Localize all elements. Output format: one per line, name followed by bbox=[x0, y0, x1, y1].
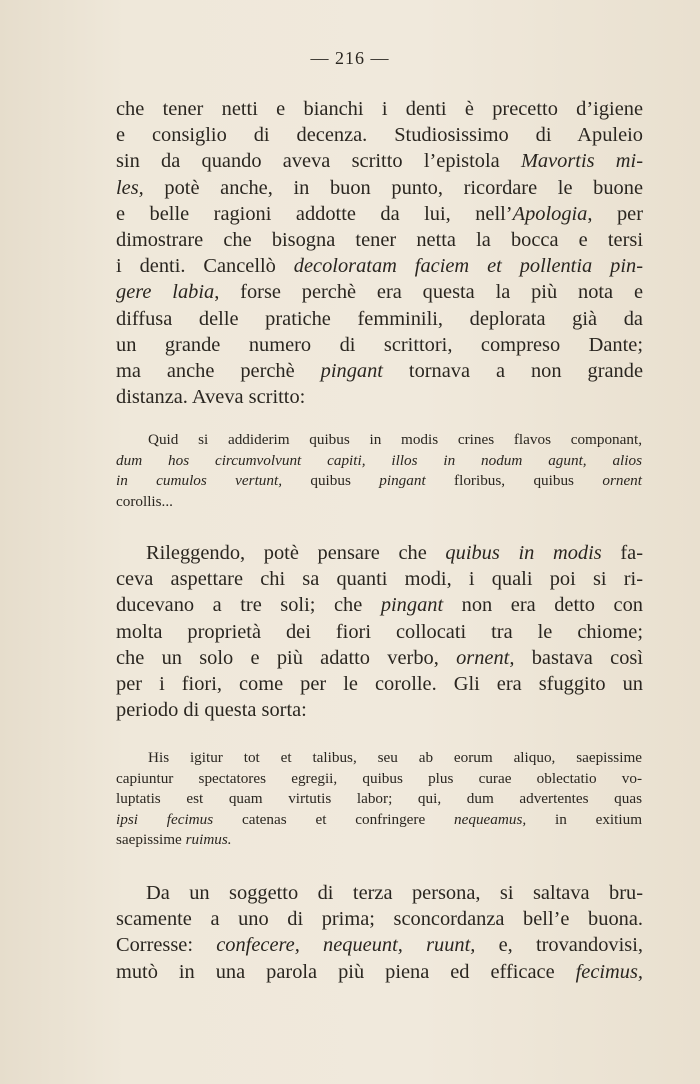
text-run: e belle ragioni addotte da lui, nell’ bbox=[116, 202, 513, 225]
italic-text: dum hos circumvolvunt capiti, illos in nodum agunt, alios bbox=[116, 451, 642, 469]
text-run: in exitium bbox=[526, 810, 643, 828]
italic-text: fecimus, bbox=[575, 960, 643, 983]
text-run: periodo di questa sorta: bbox=[116, 699, 307, 722]
text-line bbox=[116, 697, 643, 723]
text-line bbox=[116, 748, 642, 769]
text-run: scamente a uno di prima; sconcordanza bell’e buona. bbox=[116, 908, 643, 931]
text-run: quibus bbox=[282, 472, 380, 489]
text-run: sin da quando aveva scritto l’epistola bbox=[116, 150, 521, 173]
italic-text: ornent bbox=[602, 472, 642, 489]
text-run: e consiglio di decenza. Studiosissimo di Apuleio bbox=[116, 124, 643, 147]
text-run: bastava così bbox=[514, 646, 643, 669]
text-line bbox=[116, 906, 643, 932]
italic-text: ruimus. bbox=[185, 831, 232, 848]
italic-text: gere labia bbox=[116, 281, 215, 304]
text-run: , per bbox=[587, 202, 643, 225]
text-line bbox=[116, 96, 643, 122]
text-run: , forse perchè era questa la più nota e bbox=[214, 281, 643, 304]
italic-text: pingant bbox=[320, 360, 383, 383]
text-run: dimostrare che bisogna tener netta la bocca e tersi bbox=[116, 229, 643, 252]
italic-text: confecere, nequeunt, ruunt, bbox=[216, 934, 476, 957]
text-line bbox=[116, 430, 642, 451]
text-run: Rileggendo, potè pensare che bbox=[146, 542, 446, 564]
text-line bbox=[116, 932, 643, 958]
text-run: Quid si addiderim quibus in modis crines flavos componant, bbox=[148, 431, 642, 448]
text-run: distanza. Aveva scritto: bbox=[116, 386, 306, 409]
italic-text: in cumulos vertunt, bbox=[116, 472, 282, 489]
text-line bbox=[116, 332, 643, 358]
text-run: His igitur tot et talibus, seu ab eorum aliquo, saepissime bbox=[148, 749, 642, 766]
italic-text: les, bbox=[116, 176, 144, 199]
text-run: un grande numero di scrittori, compreso Dante; bbox=[116, 333, 643, 356]
paragraph-1 bbox=[116, 96, 643, 410]
text-line bbox=[116, 471, 642, 492]
text-run: capiuntur spectatores egregii, quibus plus curae oblectatio vo- bbox=[116, 769, 642, 787]
text-line bbox=[116, 451, 642, 472]
text-line bbox=[116, 959, 643, 985]
text-run: fa- bbox=[601, 542, 643, 564]
text-line bbox=[116, 148, 643, 174]
latin-quote-2 bbox=[116, 748, 642, 851]
italic-text: Mavortis mi- bbox=[520, 150, 643, 173]
paragraph-2 bbox=[116, 540, 643, 723]
text-run: ma anche perchè bbox=[116, 360, 321, 383]
page-number: — 216 — bbox=[310, 48, 390, 68]
text-line bbox=[116, 645, 643, 671]
italic-text: Apologia bbox=[512, 202, 588, 225]
text-run: che un solo e più adatto verbo, bbox=[116, 646, 457, 669]
text-run: Corresse: bbox=[116, 934, 217, 957]
italic-text: nequeamus, bbox=[454, 810, 527, 828]
italic-text: pingant bbox=[380, 594, 444, 617]
text-run: catenas et confringere bbox=[213, 810, 455, 828]
text-line bbox=[116, 306, 643, 332]
text-line bbox=[116, 384, 643, 410]
text-line bbox=[116, 880, 643, 906]
italic-text: quibus in modis bbox=[445, 542, 602, 564]
text-run: floribus, quibus bbox=[425, 472, 603, 489]
italic-text: ornent, bbox=[456, 646, 515, 669]
text-run: mutò in una parola più piena ed efficace bbox=[116, 960, 576, 983]
text-run: e, trovandovisi, bbox=[475, 934, 643, 957]
text-line bbox=[116, 789, 642, 810]
text-run: corollis... bbox=[116, 492, 173, 510]
text-line bbox=[116, 619, 643, 645]
text-line bbox=[116, 358, 643, 384]
text-run: potè anche, in buon punto, ricordare le buone bbox=[143, 176, 643, 199]
text-line bbox=[116, 810, 642, 831]
text-line bbox=[116, 122, 643, 148]
text-run: ceva aspettare chi sa quanti modi, i quali poi si ri- bbox=[116, 568, 643, 591]
latin-quote-1 bbox=[116, 430, 642, 512]
text-line bbox=[116, 279, 643, 305]
text-line bbox=[116, 492, 642, 513]
italic-text: pingant bbox=[379, 472, 426, 489]
text-run: tornava a non grande bbox=[382, 360, 644, 383]
text-line bbox=[116, 769, 642, 790]
text-run: diffusa delle pratiche femminili, deplorata già da bbox=[116, 307, 643, 330]
text-run: Da un soggetto di terza persona, si saltava bru- bbox=[146, 882, 643, 904]
text-line bbox=[116, 201, 643, 227]
text-line bbox=[116, 592, 643, 618]
text-run: non era detto con bbox=[443, 594, 643, 617]
paragraph-3 bbox=[116, 880, 643, 985]
text-line bbox=[116, 566, 643, 592]
text-run: ducevano a tre soli; che bbox=[116, 594, 381, 617]
text-run: saepissime bbox=[116, 831, 186, 848]
text-run: i denti. Cancellò bbox=[116, 255, 294, 278]
text-line bbox=[116, 227, 643, 253]
text-line bbox=[116, 175, 643, 201]
italic-text: decoloratam faciem et pollentia pin- bbox=[293, 255, 643, 278]
text-run: per i fiori, come per le corolle. Gli era sfuggito un bbox=[116, 673, 643, 696]
text-line bbox=[116, 253, 643, 279]
text-run: che tener netti e bianchi i denti è precetto d’igiene bbox=[116, 98, 643, 120]
text-line bbox=[116, 671, 643, 697]
text-line bbox=[116, 540, 643, 566]
text-line bbox=[116, 830, 642, 851]
text-run: luptatis est quam virtutis labor; qui, dum advertentes quas bbox=[116, 790, 642, 807]
text-run: molta proprietà dei fiori collocati tra le chiome; bbox=[116, 620, 643, 643]
italic-text: ipsi fecimus bbox=[116, 810, 214, 828]
